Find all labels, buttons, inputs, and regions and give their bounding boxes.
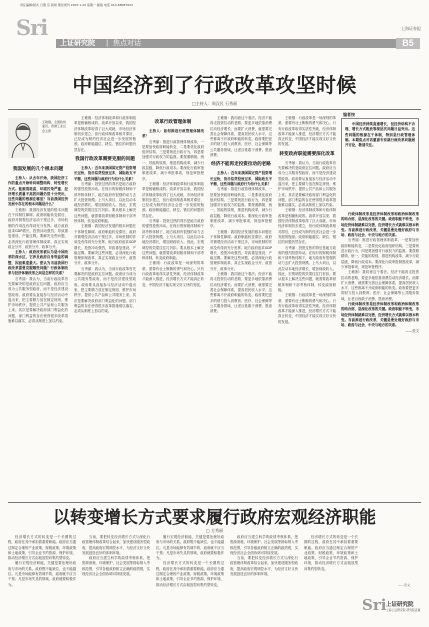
paragraph: 王敏刚：我同意这个看法。经济不能再走投资拉动的老路，要更多地依靠消费拉动经济增长。而要扩大消费，就需要完善社会保障体系，提高居民收入水平，这些都离不开政府职能的转变。政府要把更多的财力投入到教育、医疗、社会保障等公共服务领域，让老百姓敢于消费、愿意消费。 <box>210 116 272 158</box>
divider <box>8 109 421 110</box>
paragraph: 行政体制改革是经济体制改革和政治体制改革的结合部，是深化改革的关键。政府职能不转变，市场经济体制就难以完善，经济增长方式就难以根本转变。当前推进行政改革，关键是要处理好政府与市场、政府与社会、中央与地方的关系。 <box>341 302 419 328</box>
paragraph: 当前，要把转变经济增长方式与深化行政管理体制改革结合起来，加快建设服务型政府，提高政府宏观调控水平，为经济又好又快发展创造良好的体制环境。 <box>230 556 298 577</box>
paragraph: 经济增长方式的转变是一个长期的过程，政府在其中承担着重要职能。政府应当通过制定合理的产业政策、财税政策、环境政策和土地政策，引导企业节约资源、保护环境，推动经济增长方式由粗放型向集约型转变。 <box>304 535 358 571</box>
subheading: 我国发展的几个根本问题 <box>12 167 64 172</box>
main-byline: □主持人：周汉民 石秀丽 <box>191 101 238 106</box>
editor-note-label: 编者按 <box>343 112 355 117</box>
article-column-4 <box>210 116 272 498</box>
paragraph: 王敏刚：行政改革是一场深刻的革命，需要有壮士断腕的勇气和决心。只有行政改革取得实质性突破，经济体制改革才能深入推进，经济增长方式才能真正转变，中国经济才能实现又好又快的发展。 <box>278 116 336 147</box>
paragraph: 王敏刚：经济体制改革和行政体制改革是相辅相成的。改革开放以来，我国经济体制改革取得了巨大成就，市场经济体制初步建立，但行政体制改革相对滞后，已经成为制约经济社会进一步发展的瓶颈。政府职能越位、缺位、错位的问题仍然存在。 <box>278 208 336 245</box>
divider <box>8 502 421 503</box>
article2-column-5 <box>304 535 358 623</box>
subheading: 改革行政管理体制 <box>154 120 192 125</box>
paragraph: 王敏刚：行政改革是一场深刻的革命，需要有壮士断腕的勇气和决心。只有行政改革取得实质性突破，经济体制改革才能深入推进，经济增长方式才能真正转变，中国经济才能实现又好又快的发展。 <box>278 293 336 324</box>
second-headline: 以转变增长方式要求履行政府宏观经济职能 <box>53 508 376 528</box>
paragraph: 行政体制改革是经济体制改革和政治体制改革的结合部，是深化改革的关键。政府职能不转变，市场经济体制就难以完善，经济增长方式就难以根本转变。当前推进行政改革，关键是要处理好政府与市场、政府与社会、中央与地方的关系。 <box>341 212 419 238</box>
paragraph: 石秀丽：投资过热的背后是地方政府的强烈投资冲动。在现行的财税体制和干部考核体制下，地方政府有很强的动力去扩大投资规模、上马大项目，以此拉动本地经济增长，增加财政收入。因此，宏观调控的效果往往打折扣。要从根本上解决这些问题，就需要改革财税体制和干部考核体制，转变政府职能。 <box>278 245 336 292</box>
paragraph: 石秀丽：投资过热的背后是地方政府的强烈投资冲动。在现行的财税体制和干部考核体制下，地方政府有很强的动力去扩大投资规模、上马大项目，以此拉动本地经济增长，增加财政收入。因此，宏观调控的效果往往打折扣。要从根本上解决这些问题，就需要改革财税体制和干部考核体制，转变政府职能。 <box>142 219 204 261</box>
paragraph: 石秀丽：我认为，当前行政改革首先要解决的是政府定位问题。政府应当成为公共服务型政府，而不是经济建设型政府。政府要从直接参与经济活动中退出来，把主要精力放在制定规则、维护市场秩序、提供公共产品和公共服务上来。其次是要解决政府部门利益化的问题，部门利益的存在使得很多改革措施难以落实，必须从制度上加以约束。 <box>278 160 336 208</box>
sidebar-column <box>341 212 419 498</box>
subsection-title: 焦点对话 <box>113 39 141 47</box>
article-column-2 <box>74 116 136 498</box>
paragraph: 王敏刚：我同意这个看法。经济不能再走投资拉动的老路，要更多地依靠消费拉动经济增长。而要扩大消费，就需要完善社会保障体系，提高居民收入水平，这些都离不开政府职能的转变。政府要把更多的财力投入到教育、医疗、社会保障等公共服务领域，让老百姓敢于消费、愿意消费。 <box>341 270 419 301</box>
paragraph: 王敏刚：我国经济发展的根本问题在于体制性障碍。政府职能转变滞后，政府对微观经济活动干预过多，市场机制的作用没有得到充分发挥。地方政府追求GDP增长，投资冲动强烈，导致重复建设、产能过剩。要解决这些问题，必须深化行政管理体制改革，真正实现政企分开、政资分开、政事分开。 <box>210 229 272 271</box>
section-logo: Sri <box>16 15 48 40</box>
paragraph: 石秀丽：推进行政管理体制改革，一是要加快政府职能转变，二是要优化政府组织结构，三是要规范行政行为，四是要加强对行政权力的监督。要按照精简、统一、效能的原则，推进机构改革，减少行政层级，降低行政成本。要深化行政审批制度改革，减少审批事项，规范审批程序。 <box>210 187 272 229</box>
editor-note-box <box>341 118 419 206</box>
article-column-5 <box>278 116 336 498</box>
paragraph: 石秀丽：我认为，当前行政改革首先要解决的是政府定位问题。政府应当成为公共服务型政府，而不是经济建设型政府。政府要从直接参与经济活动中退出来，把主要精力放在制定规则、维护市场秩序、提供公共产品和公共服务上来。其次是要解决政府部门利益化的问题，部门利益的存在使得很多改革措施难以落实，必须从制度上加以约束。 <box>8 276 68 324</box>
paragraph: 主持人：政府改革被认为是中国改革的深水区，它涉及政府自身利益的调整，因而难度最大。您认为当前我国行政改革需要克服哪些问题？行政体制改革与经济体制改革之间是怎样的关系？ <box>8 250 68 276</box>
paragraph: 石秀丽：推进行政管理体制改革，一是要加快政府职能转变，二是要优化政府组织结构，三是要规范行政行为，四是要加强对行政权力的监督。要按照精简、统一、效能的原则，推进机构改革，减少行政层级，降低行政成本。要深化行政审批制度改革，减少审批事项，规范审批程序。 <box>341 238 419 269</box>
second-byline: □ 方秀丽 <box>205 528 224 533</box>
paragraph: 石秀丽：推进行政管理体制改革，一是要加快政府职能转变，二是要优化政府组织结构，三是要规范行政行为，四是要加强对行政权力的监督。要按照精简、统一、效能的原则，推进机构改革，减少行政层级，降低行政成本。要深化行政审批制度改革，减少审批事项，规范审批程序。 <box>142 139 204 181</box>
section-bar <box>56 39 420 48</box>
paragraph: 主持人：如何推进行政管理体制改革？ <box>142 129 204 139</box>
paragraph: 石秀丽：我认为，当前行政改革首先要解决的是政府定位问题。政府应当成为公共服务型政府，而不是经济建设型政府。政府要从直接参与经济活动中退出来，把主要精力放在制定规则、维护市场秩序、提供公共产品和公共服务上来。其次是要解决政府部门利益化的问题，部门利益的存在使得很多改革措施难以落实，必须从制度上加以约束。 <box>74 266 136 314</box>
paragraph: 王敏刚：我国经济发展的根本问题在于体制性障碍。政府职能转变滞后，政府对微观经济活动干预过多，市场机制的作用没有得到充分发挥。地方政府追求GDP增长，投资冲动强烈，导致重复建设、产能过剩。要解决这些问题，必须深化行政管理体制改革，真正实现政企分开、政资分开、政事分开。 <box>74 224 136 266</box>
footer-logo <box>362 597 422 621</box>
footer-logo-mark: Sri <box>362 596 387 614</box>
paragraph: 主持人：近年来我国固定资产投资增长过快，货币信贷投放过多，国际收支不平衡，这些问题与政府行为有什么关系？ <box>210 171 272 186</box>
footer-logo-subtitle: 上海上证研究院 研究院直属 <box>386 608 421 612</box>
paragraph: 王敏刚：经济体制改革和行政体制改革是相辅相成的。改革开放以来，我国经济体制改革取得了巨大成就，市场经济体制初步建立，但行政体制改革相对滞后，已经成为制约经济社会进一步发展的瓶颈。政府职能越位、缺位、错位的问题仍然存在。 <box>142 181 204 218</box>
section-title: 上证研究院 <box>60 39 95 47</box>
article-column-3 <box>142 116 204 498</box>
paragraph: 履行宏观经济职能，关键是要处理好政府与市场的关系。政府既不能缺位，也不能越位。凡是市场能够有效调节的，政府就不应当干预；凡是市场失灵的领域，政府就要积极作为。 <box>156 535 224 561</box>
paragraph: 政府应当建立科学的政绩考核体系，把资源消耗、环境保护、社会发展等指标纳入考核范围，引导各级政府树立正确的政绩观，实现经济社会全面协调可持续发展。 <box>230 535 298 555</box>
article-column-1 <box>8 163 68 498</box>
paragraph: 主持人：从去年开始，我国经济工作的重点开始转向调整结构、转变增长方式。能源消耗高、环境污染严重、经济增长质量不高的问题仍然十分突出，这些问题的根源在哪里？当前我国经济发展中存在的根本问题是什么？ <box>8 176 68 207</box>
article2-column-1 <box>8 535 76 623</box>
paragraph: ——张文 <box>405 328 419 333</box>
footer-logo-title: 上证研究院 <box>386 602 414 608</box>
paragraph: 经济增长方式的转变是一个长期的过程，政府在其中承担着重要职能。政府应当通过制定合理的产业政策、财税政策、环境政策和土地政策，引导企业节约资源、保护环境，推动经济增长方式由粗放型向集约型转变。 <box>8 535 76 561</box>
article2-column-2 <box>82 535 150 623</box>
article2-column-3 <box>156 535 224 623</box>
paragraph: 主持人：近年来我国固定资产投资增长过快，货币信贷投放过多，国际收支不平衡，这些问题与政府行为有什么关系？ <box>74 166 136 181</box>
paragraph: 石秀丽：投资过热的背后是地方政府的强烈投资冲动。在现行的财税体制和干部考核体制下，地方政府有很强的动力去扩大投资规模、上马大项目，以此拉动本地经济增长，增加财政收入。因此，宏观调控的效果往往打折扣。要从根本上解决这些问题，就需要改革财税体制和干部考核体制，转变政府职能。 <box>74 181 136 224</box>
section-separator: | <box>106 39 109 47</box>
article2-author: ——宋文 <box>398 583 411 587</box>
paragraph: 王敏刚：我同意这个看法。经济不能再走投资拉动的老路，要更多地依靠消费拉动经济增长。而要扩大消费，就需要完善社会保障体系，提高居民收入水平，这些都离不开政府职能的转变。政府要把更多的财力投入到教育、医疗、社会保障等公共服务领域，让老百姓敢于消费、愿意消费。 <box>210 272 272 314</box>
page-number-tag: B5 <box>396 38 420 49</box>
header-meta: 责任编辑/版式 日期 京 新闻 理论周刊 2007.1.22 星期一 邮箱 电话 010-88087623 <box>20 3 133 7</box>
paragraph: 王敏刚：我国经济发展的根本问题在于体制性障碍。政府职能转变滞后，政府对微观经济活动干预过多，市场机制的作用没有得到充分发挥。地方政府追求GDP增长，投资冲动强烈，导致重复建设、产能过剩。要解决这些问题，必须深化行政管理体制改革，真正实现政企分开、政资分开、政事分开。 <box>8 207 68 249</box>
main-headline: 中国经济到了行政改革攻坚时候 <box>72 73 357 97</box>
paper-name: 上海证券报 <box>401 26 421 31</box>
subheading: 经济不能再走投资拉动的老路 <box>211 162 271 168</box>
paragraph: 政府应当建立科学的政绩考核体系，把资源消耗、环境保护、社会发展等指标纳入考核范围，引导各级政府树立正确的政绩观，实现经济社会全面协调可持续发展。 <box>82 556 150 577</box>
subheading: 我国行政改革需要克服的问题 <box>75 157 135 163</box>
article2-column-4 <box>230 535 298 623</box>
author-portrait <box>8 118 38 158</box>
editor-note-text: 中国经济持续高速增长，但经济结构不合理、增长方式粗放等深层次问题日益突出。这些问题的根源在于体制，特别是行政管理体制。本期焦点对话邀请专家就行政改革问题展开讨论，敬请关注。 <box>345 122 415 148</box>
paragraph: 经济增长方式的转变是一个长期的过程，政府在其中承担着重要职能。政府应当通过制定合理的产业政策、财税政策、环境政策和土地政策，引导企业节约资源、保护环境，推动经济增长方式由粗放型向集约型转变。 <box>156 561 224 587</box>
paragraph: 王敏刚：经济体制改革和行政体制改革是相辅相成的。改革开放以来，我国经济体制改革取得了巨大成就，市场经济体制初步建立，但行政体制改革相对滞后，已经成为制约经济社会进一步发展的瓶颈。政府职能越位、缺位、错位的问题仍然存在。 <box>74 116 136 152</box>
paragraph: 履行宏观经济职能，关键是要处理好政府与市场的关系。政府既不能缺位，也不能越位。凡是市场能够有效调节的，政府就不应当干预；凡是市场失灵的领域，政府就要积极作为。 <box>8 561 76 587</box>
paragraph: 当前，要把转变经济增长方式与深化行政管理体制改革结合起来，加快建设服务型政府，提高政府宏观调控水平，为经济又好又快发展创造良好的体制环境。 <box>82 535 150 555</box>
subheading: 转变政府职能需要深化改革 <box>279 151 335 157</box>
paragraph: 王敏刚：行政改革是一场深刻的革命，需要有壮士断腕的勇气和决心。只有行政改革取得实质性突破，经济体制改革才能深入推进，经济增长方式才能真正转变，中国经济才能实现又好又快的发展。 <box>142 261 204 287</box>
photo-caption: 王敏刚，全国政协委员，香港工业总会主席 <box>42 120 67 133</box>
